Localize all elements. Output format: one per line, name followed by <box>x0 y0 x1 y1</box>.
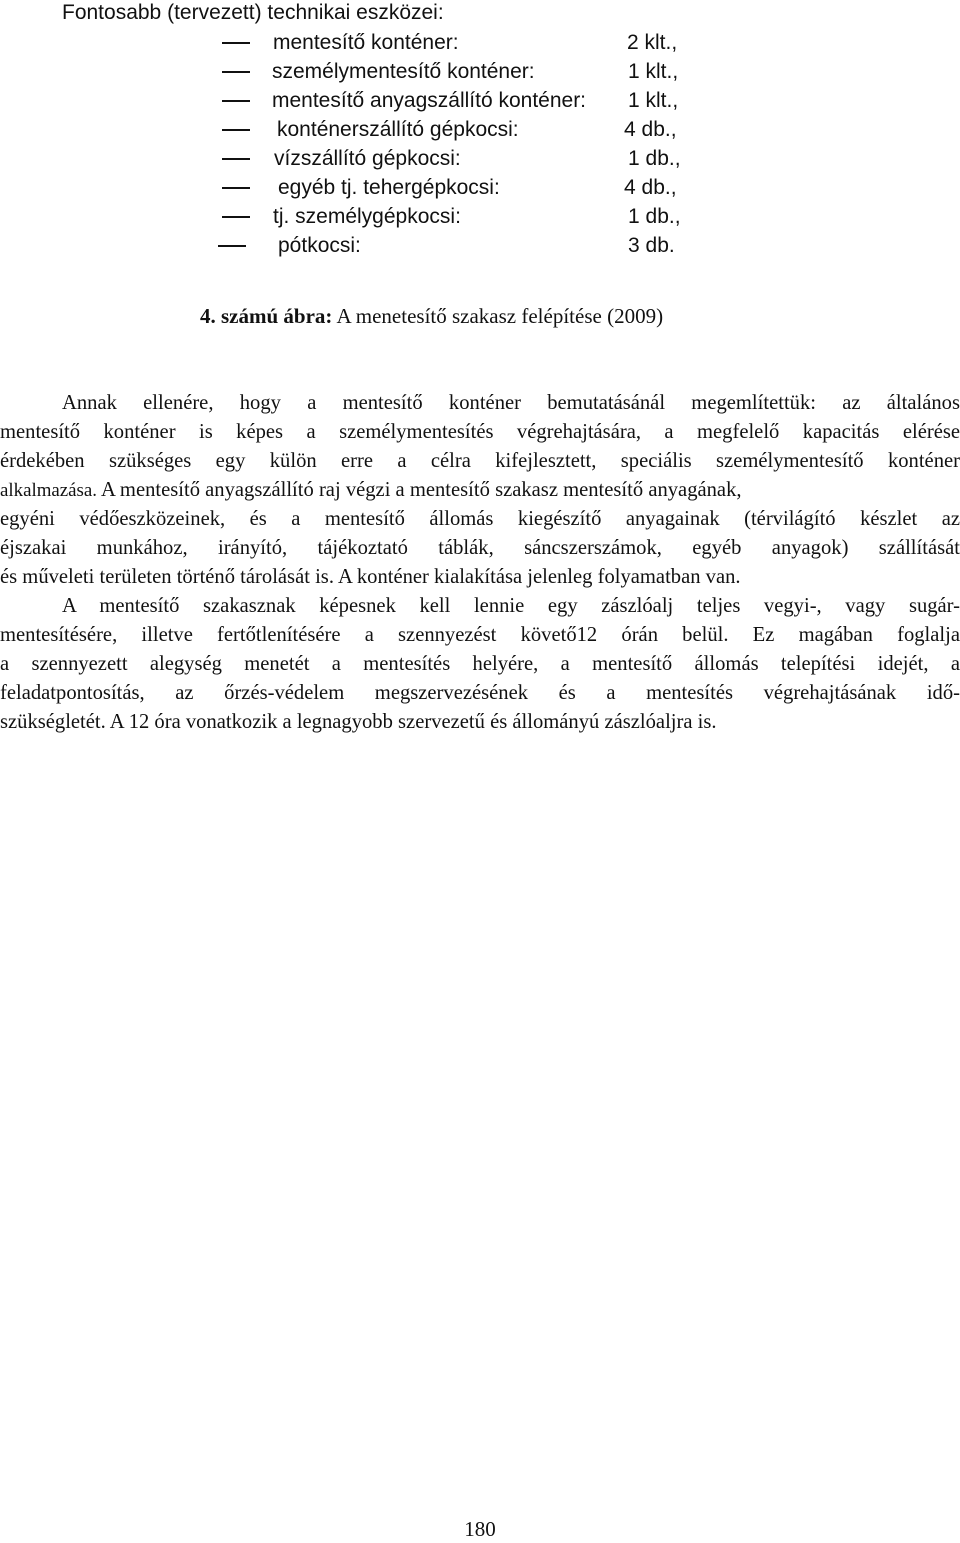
list-item <box>0 59 960 85</box>
list-item-label: személymentesítő konténer: <box>272 60 535 83</box>
list-item-label: pótkocsi: <box>278 234 361 257</box>
dash-bullet-icon <box>222 216 250 218</box>
paragraph-line: éjszakai munkához, irányító, tájékoztató táblák, sáncszerszámok, egyéb anyagok) szállítását <box>0 537 960 559</box>
paragraph-line-part: A mentesítő anyagszállító raj végzi a mentesítő szakasz mentesítő anyagának, <box>97 479 742 501</box>
list-item-amount: 1 db., <box>628 147 681 170</box>
dash-bullet-icon <box>222 129 250 131</box>
list-item-amount: 4 db., <box>624 176 677 199</box>
list-item-amount: 1 db., <box>628 205 681 228</box>
paragraph-line: és műveleti területen történő tárolását is. A konténer kialakítása jelenleg folyamatban van. <box>0 566 741 588</box>
list-item-label: konténerszállító gépkocsi: <box>277 118 519 141</box>
paragraph-line: egyéni védőeszközeinek, és a mentesítő állomás kiegészítő anyagainak (térvilágító készlet az <box>0 508 960 530</box>
paragraph-line: feladatpontosítás, az őrzés-védelem megszervezésének és a mentesítés végrehajtásának idő- <box>0 682 960 704</box>
equipment-heading: Fontosabb (tervezett) technikai eszközei: <box>62 1 444 24</box>
list-item <box>0 175 960 201</box>
list-item <box>0 117 960 143</box>
list-item <box>0 204 960 230</box>
paragraph-line-part: alkalmazása. <box>0 480 98 501</box>
page-number: 180 <box>464 1517 496 1541</box>
paragraph-line <box>0 476 960 505</box>
paragraph-line: mentesítő konténer is képes a személymentesítés végrehajtására, a megfelelő kapacitás elérése <box>0 421 960 443</box>
dash-bullet-icon <box>222 187 250 189</box>
list-item-amount: 1 klt., <box>628 60 679 83</box>
list-item <box>0 146 960 172</box>
paragraph-line: érdekében szükséges egy külön erre a célra kifejlesztett, speciális személymentesítő konténer <box>0 450 960 472</box>
list-item-label: mentesítő konténer: <box>273 31 459 54</box>
figure-caption-text: A menetesítő szakasz felépítése (2009) <box>332 304 664 328</box>
list-item <box>0 30 960 56</box>
list-item-amount: 3 db. <box>628 234 675 257</box>
paragraph-line: A mentesítő szakasznak képesnek kell lennie egy zászlóalj teljes vegyi-, vagy sugár- <box>62 595 960 617</box>
figure-caption <box>200 303 663 329</box>
dash-bullet-icon <box>222 42 250 44</box>
list-item-label: mentesítő anyagszállító konténer: <box>272 89 587 112</box>
paragraph-line: mentesítésére, illetve fertőtlenítésére a szennyezést követő12 órán belül. Ez magában foglalja <box>0 624 960 646</box>
paragraph-line: a szennyezett alegység menetét a mentesítés helyére, a mentesítő állomás telepítési idejét, a <box>0 653 960 675</box>
dash-bullet-icon <box>222 71 250 73</box>
dash-bullet-icon <box>218 245 246 247</box>
figure-caption-prefix: 4. számú ábra: <box>200 304 333 328</box>
list-item-amount: 4 db., <box>624 118 677 141</box>
list-item <box>0 233 960 259</box>
list-item-label: vízszállító gépkocsi: <box>274 147 461 170</box>
list-item-label: tj. személygépkocsi: <box>273 205 461 228</box>
list-item-label: egyéb tj. tehergépkocsi: <box>278 176 500 199</box>
list-item <box>0 88 960 114</box>
paragraph-line: szükségletét. A 12 óra vonatkozik a legnagyobb szervezetű és állományú zászlóaljra is. <box>0 711 717 733</box>
dash-bullet-icon <box>222 100 250 102</box>
list-item-amount: 2 klt., <box>627 31 678 54</box>
dash-bullet-icon <box>222 158 250 160</box>
list-item-amount: 1 klt., <box>628 89 679 112</box>
paragraph-line: Annak ellenére, hogy a mentesítő konténer bemutatásánál megemlítettük: az általános <box>62 392 960 414</box>
